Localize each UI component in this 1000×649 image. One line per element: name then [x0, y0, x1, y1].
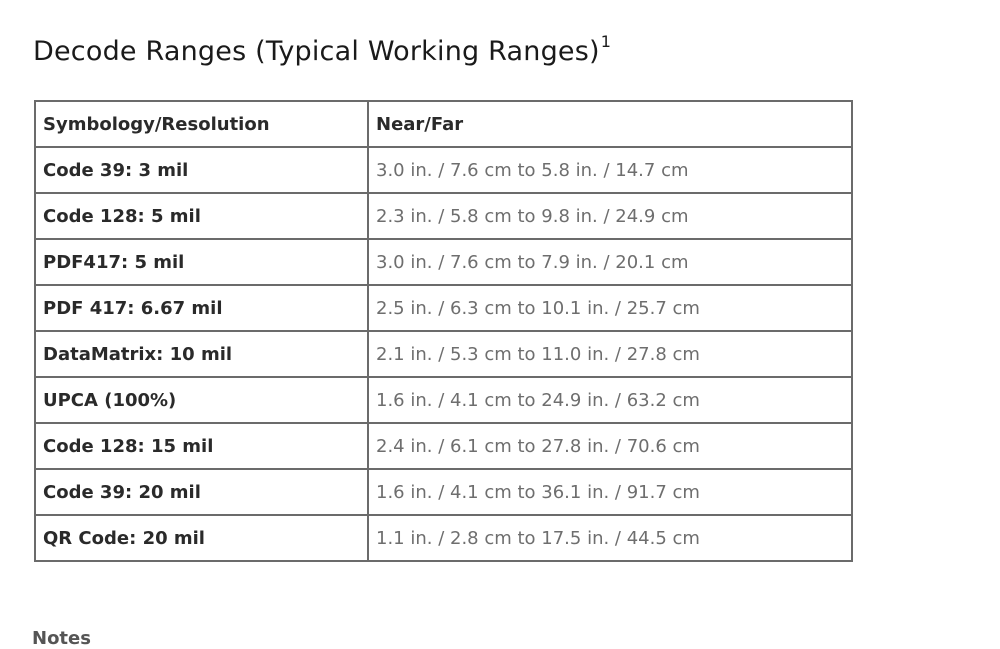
range-cell: 3.0 in. / 7.6 cm to 7.9 in. / 20.1 cm: [368, 239, 852, 285]
range-cell: 3.0 in. / 7.6 cm to 5.8 in. / 14.7 cm: [368, 147, 852, 193]
table-row: [35, 193, 852, 239]
table-row: [35, 423, 852, 469]
table-row: [35, 285, 852, 331]
range-cell: 2.4 in. / 6.1 cm to 27.8 in. / 70.6 cm: [368, 423, 852, 469]
footnote-marker: 1: [600, 32, 612, 51]
symbology-cell: Code 39: 3 mil: [35, 147, 368, 193]
symbology-cell: UPCA (100%): [35, 377, 368, 423]
section-title-text: Decode Ranges (Typical Working Ranges): [33, 36, 600, 67]
symbology-cell: Code 128: 5 mil: [35, 193, 368, 239]
table-row: [35, 239, 852, 285]
range-cell: 2.5 in. / 6.3 cm to 10.1 in. / 25.7 cm: [368, 285, 852, 331]
symbology-cell: PDF 417: 6.67 mil: [35, 285, 368, 331]
range-cell: 2.3 in. / 5.8 cm to 9.8 in. / 24.9 cm: [368, 193, 852, 239]
column-header-symbology: Symbology/Resolution: [35, 101, 368, 147]
table-row: [35, 331, 852, 377]
column-header-near-far: Near/Far: [368, 101, 852, 147]
range-cell: 1.6 in. / 4.1 cm to 36.1 in. / 91.7 cm: [368, 469, 852, 515]
symbology-cell: QR Code: 20 mil: [35, 515, 368, 561]
table-row: [35, 515, 852, 561]
range-cell: 1.1 in. / 2.8 cm to 17.5 in. / 44.5 cm: [368, 515, 852, 561]
table-row: [35, 469, 852, 515]
symbology-cell: Code 128: 15 mil: [35, 423, 368, 469]
range-cell: 1.6 in. / 4.1 cm to 24.9 in. / 63.2 cm: [368, 377, 852, 423]
table-row: [35, 147, 852, 193]
decode-ranges-table: [34, 100, 853, 562]
range-cell: 2.1 in. / 5.3 cm to 11.0 in. / 27.8 cm: [368, 331, 852, 377]
section-title: [33, 32, 612, 67]
next-section-title: Notes: [32, 628, 91, 649]
symbology-cell: DataMatrix: 10 mil: [35, 331, 368, 377]
symbology-cell: Code 39: 20 mil: [35, 469, 368, 515]
table-row: [35, 377, 852, 423]
next-section-title-cutoff: [32, 628, 172, 649]
table-header-row: [35, 101, 852, 147]
symbology-cell: PDF417: 5 mil: [35, 239, 368, 285]
